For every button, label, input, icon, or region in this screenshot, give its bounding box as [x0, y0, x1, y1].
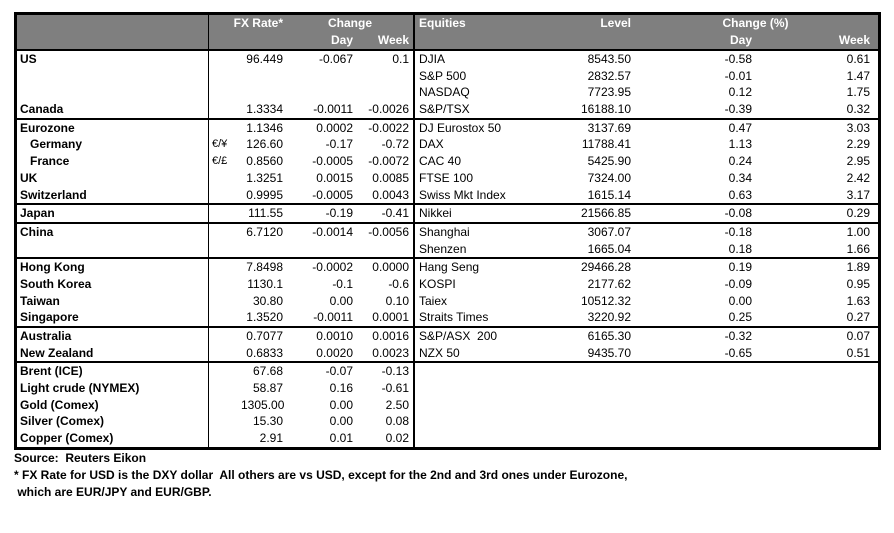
- fx-rate-cell: 7.8498: [246, 260, 283, 275]
- country-cell: [17, 241, 209, 258]
- fx-rate-cell: 6.7120: [246, 224, 283, 239]
- header-spacer: [413, 32, 563, 49]
- equity-day-change-cell: 0.00: [728, 293, 752, 308]
- country-cell: Copper (Comex): [17, 430, 209, 447]
- fx-rate-cell: 0.8560: [246, 154, 283, 169]
- footnote-line-2: which are EUR/JPY and EUR/GBP.: [14, 485, 212, 499]
- fx-day-change-cell: -0.07: [325, 364, 353, 379]
- equity-day-change-cell: -0.08: [724, 206, 752, 221]
- equity-day-change-cell: 0.12: [728, 85, 752, 100]
- country-cell: China: [17, 224, 209, 241]
- equity-week-change-cell: 0.61: [846, 52, 870, 66]
- table-row: [17, 68, 878, 85]
- equity-week-change-cell: 2.42: [846, 170, 870, 185]
- fx-rate-cell: 67.68: [252, 364, 283, 379]
- country-cell: Switzerland: [17, 187, 209, 204]
- table-group-commodities: [17, 363, 878, 446]
- currency-pair-cell: €/£: [212, 155, 228, 168]
- fx-week-change-cell: 0.0000: [372, 260, 409, 275]
- currency-pair-cell: [209, 205, 241, 222]
- fx-day-change-cell: -0.19: [325, 206, 353, 221]
- fx-rate-cell: 0.7077: [246, 329, 283, 343]
- country-cell: Gold (Comex): [17, 397, 209, 414]
- table-row: [17, 136, 878, 153]
- table-row: [17, 293, 878, 310]
- equity-day-change-cell: [633, 363, 754, 380]
- equity-week-change-cell: [754, 397, 878, 414]
- fx-day-change-cell: 0.0015: [316, 170, 353, 185]
- table-row: [17, 430, 878, 447]
- table-row: [17, 84, 878, 101]
- fx-week-change-cell: 0.08: [385, 414, 409, 429]
- fx-rate-cell: 30.80: [252, 293, 283, 308]
- currency-pair-cell: [209, 345, 241, 362]
- equity-name-cell: Swiss Mkt Index: [413, 187, 563, 204]
- fx-day-change-cell: -0.0011: [313, 310, 353, 325]
- fx-day-change-cell: -0.0014: [312, 224, 353, 239]
- equity-name-cell: CAC 40: [413, 153, 563, 170]
- equity-name-cell: Shenzen: [413, 241, 563, 258]
- equity-name-cell: [413, 430, 563, 447]
- currency-pair-cell: [209, 120, 241, 137]
- currency-pair-cell: [209, 328, 241, 345]
- fx-day-change-cell: [287, 84, 357, 101]
- fx-rate-cell: [241, 68, 287, 85]
- header-equities: Equities: [413, 15, 563, 32]
- country-cell: US: [17, 51, 209, 68]
- table-body: [17, 51, 878, 447]
- fx-rate-cell: 2.91: [259, 431, 283, 446]
- fx-rate-cell: 1.3334: [246, 102, 283, 117]
- table-row: [17, 170, 878, 187]
- equity-name-cell: Hang Seng: [413, 259, 563, 276]
- table-group-north-america: [17, 51, 878, 120]
- equity-name-cell: Nikkei: [413, 205, 563, 222]
- table-row: [17, 413, 878, 430]
- table-row: [17, 120, 878, 137]
- header-eq-change-pct: Change (%): [722, 16, 789, 30]
- header-spacer: [17, 15, 209, 32]
- table-row: [17, 363, 878, 380]
- header-level: Level: [600, 16, 631, 30]
- equity-level-cell: 2832.57: [587, 68, 631, 83]
- fx-rate-cell: 1305.00: [241, 397, 285, 412]
- equity-day-change-cell: [633, 413, 754, 430]
- equity-name-cell: S&P/TSX: [413, 101, 563, 118]
- equity-level-cell: 8543.50: [587, 52, 631, 66]
- equity-day-change-cell: 1.13: [728, 137, 752, 152]
- fx-rate-cell: 1.3520: [246, 310, 283, 325]
- equity-name-cell: [413, 380, 563, 397]
- currency-pair-cell: [209, 224, 241, 241]
- fx-day-change-cell: 0.16: [329, 381, 353, 396]
- equity-level-cell: 3220.92: [587, 310, 631, 325]
- header-fx-day: Day: [330, 33, 353, 47]
- fx-rate-cell: 0.9995: [246, 187, 283, 202]
- table-row: [17, 241, 878, 258]
- fx-day-change-cell: -0.1: [332, 276, 353, 291]
- fx-rate-cell: 0.6833: [246, 345, 283, 360]
- currency-pair-cell: [209, 101, 241, 118]
- fx-week-change-cell: 0.0043: [372, 187, 409, 202]
- currency-pair-cell: [209, 68, 241, 85]
- equity-day-change-cell: 0.25: [728, 310, 752, 325]
- fx-day-change-cell: 0.00: [329, 293, 353, 308]
- currency-pair-cell: [209, 187, 241, 204]
- equity-week-change-cell: 0.51: [846, 345, 870, 360]
- table-row: [17, 276, 878, 293]
- fx-week-change-cell: -0.0072: [368, 154, 409, 169]
- fx-week-change-cell: -0.0056: [368, 224, 409, 239]
- equity-name-cell: KOSPI: [413, 276, 563, 293]
- fx-day-change-cell: 0.0002: [316, 120, 353, 135]
- fx-day-change-cell: -0.0005: [312, 154, 353, 169]
- header-eq-week: Week: [838, 33, 870, 47]
- fx-week-change-cell: 0.0085: [372, 170, 409, 185]
- equity-level-cell: 7324.00: [587, 170, 631, 185]
- equity-day-change-cell: -0.32: [724, 329, 752, 343]
- table-header-row-1: [17, 15, 878, 32]
- equity-week-change-cell: 2.95: [846, 154, 870, 169]
- equity-name-cell: DAX: [413, 136, 563, 153]
- country-cell: South Korea: [17, 276, 209, 293]
- fx-day-change-cell: -0.17: [325, 137, 353, 152]
- equity-week-change-cell: 1.00: [846, 224, 870, 239]
- equity-level-cell: 3067.07: [587, 224, 631, 239]
- country-cell: Australia: [17, 328, 209, 345]
- country-cell: Eurozone: [17, 120, 209, 137]
- table-row: [17, 345, 878, 362]
- header-spacer: [17, 32, 209, 49]
- table-row: [17, 380, 878, 397]
- fx-week-change-cell: -0.13: [381, 364, 409, 379]
- fx-rate-cell: 1130.1: [247, 276, 283, 291]
- equity-day-change-cell: -0.01: [724, 68, 752, 83]
- table-row: [17, 205, 878, 222]
- fx-rate-cell: 1.3251: [246, 170, 283, 185]
- equity-day-change-cell: 0.18: [728, 241, 752, 256]
- equity-name-cell: [413, 397, 563, 414]
- equity-week-change-cell: 0.27: [846, 310, 870, 325]
- header-spacer: [209, 32, 241, 49]
- currency-pair-cell: [209, 413, 241, 430]
- country-cell: Hong Kong: [17, 259, 209, 276]
- equity-name-cell: [413, 413, 563, 430]
- country-cell: Taiwan: [17, 293, 209, 310]
- equity-week-change-cell: 1.66: [846, 241, 870, 256]
- equity-name-cell: NASDAQ: [413, 84, 563, 101]
- currency-pair-cell: [209, 259, 241, 276]
- equity-level-cell: 10512.32: [580, 293, 631, 308]
- equity-week-change-cell: 3.03: [846, 120, 870, 135]
- equity-level-cell: 6165.30: [587, 329, 631, 343]
- fx-week-change-cell: [357, 241, 413, 258]
- equity-name-cell: DJ Eurostox 50: [413, 120, 563, 137]
- currency-pair-cell: [209, 51, 241, 68]
- fx-day-change-cell: [287, 241, 357, 258]
- equity-day-change-cell: -0.09: [724, 276, 752, 291]
- equity-week-change-cell: 1.63: [846, 293, 870, 308]
- equity-level-cell: 21566.85: [580, 206, 631, 221]
- fx-week-change-cell: 0.1: [392, 52, 409, 66]
- fx-week-change-cell: -0.72: [381, 137, 409, 152]
- table-row: [17, 51, 878, 68]
- currency-pair-cell: [209, 363, 241, 380]
- equity-week-change-cell: 3.17: [846, 187, 870, 202]
- fx-week-change-cell: -0.6: [388, 276, 409, 291]
- equity-level-cell: [563, 380, 633, 397]
- equity-name-cell: FTSE 100: [413, 170, 563, 187]
- fx-day-change-cell: -0.0002: [312, 260, 353, 275]
- fx-day-change-cell: 0.00: [329, 397, 353, 412]
- equity-name-cell: Taiex: [413, 293, 563, 310]
- equity-day-change-cell: [633, 430, 754, 447]
- fx-week-change-cell: 2.50: [385, 397, 409, 412]
- equity-week-change-cell: 0.95: [846, 276, 870, 291]
- header-spacer: [563, 32, 633, 49]
- currency-pair-cell: [209, 293, 241, 310]
- table-row: [17, 101, 878, 118]
- equity-level-cell: 2177.62: [587, 276, 631, 291]
- equity-level-cell: 16188.10: [580, 102, 631, 117]
- equity-day-change-cell: -0.18: [724, 224, 752, 239]
- fx-day-change-cell: -0.0005: [312, 187, 353, 202]
- country-cell: [17, 84, 209, 101]
- fx-week-change-cell: 0.0016: [372, 329, 409, 343]
- equity-level-cell: 1615.14: [587, 187, 631, 202]
- fx-week-change-cell: -0.0026: [368, 102, 409, 117]
- equity-day-change-cell: 0.24: [728, 154, 752, 169]
- table-header-row-2: [17, 32, 878, 49]
- fx-rate-cell: 58.87: [252, 381, 283, 396]
- equity-week-change-cell: [754, 413, 878, 430]
- table-row: [17, 153, 878, 170]
- currency-pair-cell: [209, 380, 241, 397]
- equity-level-cell: [563, 430, 633, 447]
- equity-name-cell: [413, 363, 563, 380]
- table-row: [17, 224, 878, 241]
- fx-week-change-cell: 0.02: [385, 431, 409, 446]
- country-cell: Light crude (NYMEX): [17, 380, 209, 397]
- country-cell: Germany: [17, 136, 209, 153]
- equity-day-change-cell: -0.65: [724, 345, 752, 360]
- table-row: [17, 309, 878, 326]
- table-group-japan: [17, 205, 878, 224]
- fx-rate-cell: 15.30: [252, 414, 283, 429]
- equity-name-cell: S&P/ASX 200: [413, 328, 563, 345]
- equity-level-cell: 29466.28: [580, 260, 631, 275]
- equity-week-change-cell: 1.47: [846, 68, 870, 83]
- equity-day-change-cell: [633, 397, 754, 414]
- equity-name-cell: DJIA: [413, 51, 563, 68]
- equity-level-cell: 3137.69: [587, 120, 631, 135]
- currency-pair-cell: [209, 276, 241, 293]
- table-group-asia: [17, 259, 878, 328]
- header-eq-day: Day: [729, 33, 752, 47]
- currency-pair-cell: [209, 309, 241, 326]
- fx-week-change-cell: 0.0001: [372, 310, 409, 325]
- equity-week-change-cell: 0.07: [846, 329, 870, 343]
- table-group-china: [17, 224, 878, 259]
- fx-day-change-cell: 0.00: [329, 414, 353, 429]
- header-fx-rate: FX Rate*: [233, 16, 283, 30]
- currency-pair-cell: [209, 430, 241, 447]
- fx-week-change-cell: -0.61: [381, 381, 409, 396]
- country-cell: New Zealand: [17, 345, 209, 362]
- header-fx-change: Change: [327, 16, 372, 30]
- country-cell: Japan: [17, 205, 209, 222]
- equity-name-cell: Straits Times: [413, 309, 563, 326]
- fx-rate-cell: [241, 84, 287, 101]
- equity-day-change-cell: [633, 380, 754, 397]
- fx-week-change-cell: 0.10: [385, 293, 409, 308]
- table-group-europe: [17, 120, 878, 205]
- country-cell: [17, 68, 209, 85]
- equity-name-cell: S&P 500: [413, 68, 563, 85]
- equity-level-cell: [563, 363, 633, 380]
- equity-level-cell: [563, 413, 633, 430]
- equity-week-change-cell: 0.32: [846, 102, 870, 117]
- fx-week-change-cell: -0.41: [381, 206, 409, 221]
- footnotes: [14, 450, 627, 501]
- equity-week-change-cell: 1.89: [846, 260, 870, 275]
- table-row: [17, 259, 878, 276]
- header-fx-week: Week: [377, 33, 409, 47]
- country-cell: Canada: [17, 101, 209, 118]
- currency-pair-cell: [209, 241, 241, 258]
- source-line: Source: Reuters Eikon: [14, 451, 147, 465]
- table-row: [17, 187, 878, 204]
- markets-table: [14, 12, 881, 450]
- equity-level-cell: 1665.04: [587, 241, 631, 256]
- fx-day-change-cell: [287, 68, 357, 85]
- fx-rate-cell: 126.60: [246, 137, 283, 152]
- table-row: [17, 328, 878, 345]
- equity-level-cell: 5425.90: [587, 154, 631, 169]
- footnote-line-1: * FX Rate for USD is the DXY dollar All others are vs USD, except for the 2nd and 3rd ones under Eurozone,: [14, 468, 628, 482]
- equity-day-change-cell: -0.39: [724, 102, 752, 117]
- fx-day-change-cell: 0.0010: [316, 329, 353, 343]
- equity-week-change-cell: 2.29: [846, 137, 870, 152]
- header-spacer: [241, 32, 287, 49]
- table-row: [17, 397, 878, 414]
- fx-rate-cell: 1.1346: [246, 120, 283, 135]
- fx-week-change-cell: 0.0023: [372, 345, 409, 360]
- country-cell: Singapore: [17, 309, 209, 326]
- equity-week-change-cell: [754, 380, 878, 397]
- table-header: [17, 15, 878, 51]
- fx-day-change-cell: 0.0020: [316, 345, 353, 360]
- equity-day-change-cell: 0.47: [728, 120, 752, 135]
- fx-rate-cell: 111.55: [248, 206, 283, 221]
- equity-day-change-cell: 0.63: [728, 187, 752, 202]
- fx-day-change-cell: 0.01: [329, 431, 353, 446]
- currency-pair-cell: [209, 397, 241, 414]
- equity-day-change-cell: -0.58: [724, 52, 752, 66]
- equity-name-cell: NZX 50: [413, 345, 563, 362]
- equity-day-change-cell: 0.19: [728, 260, 752, 275]
- fx-week-change-cell: [357, 84, 413, 101]
- fx-week-change-cell: -0.0022: [368, 120, 409, 135]
- currency-pair-cell: [209, 170, 241, 187]
- equity-name-cell: Shanghai: [413, 224, 563, 241]
- fx-rate-cell: [241, 241, 287, 258]
- equity-level-cell: 11788.41: [581, 137, 631, 152]
- currency-pair-cell: €/¥: [212, 138, 228, 151]
- fx-day-change-cell: -0.0011: [313, 102, 353, 117]
- equity-week-change-cell: [754, 430, 878, 447]
- country-cell: Silver (Comex): [17, 413, 209, 430]
- currency-pair-cell: [209, 84, 241, 101]
- equity-level-cell: [563, 397, 633, 414]
- equity-week-change-cell: [754, 363, 878, 380]
- equity-week-change-cell: 1.75: [846, 85, 870, 100]
- equity-level-cell: 7723.95: [587, 85, 631, 100]
- fx-rate-cell: 96.449: [246, 52, 283, 66]
- country-cell: Brent (ICE): [17, 363, 209, 380]
- fx-day-change-cell: -0.067: [318, 52, 353, 66]
- equity-level-cell: 9435.70: [587, 345, 631, 360]
- country-cell: France: [17, 153, 209, 170]
- table-group-oceania: [17, 328, 878, 363]
- country-cell: UK: [17, 170, 209, 187]
- equity-week-change-cell: 0.29: [846, 206, 870, 221]
- equity-day-change-cell: 0.34: [728, 170, 752, 185]
- fx-week-change-cell: [357, 68, 413, 85]
